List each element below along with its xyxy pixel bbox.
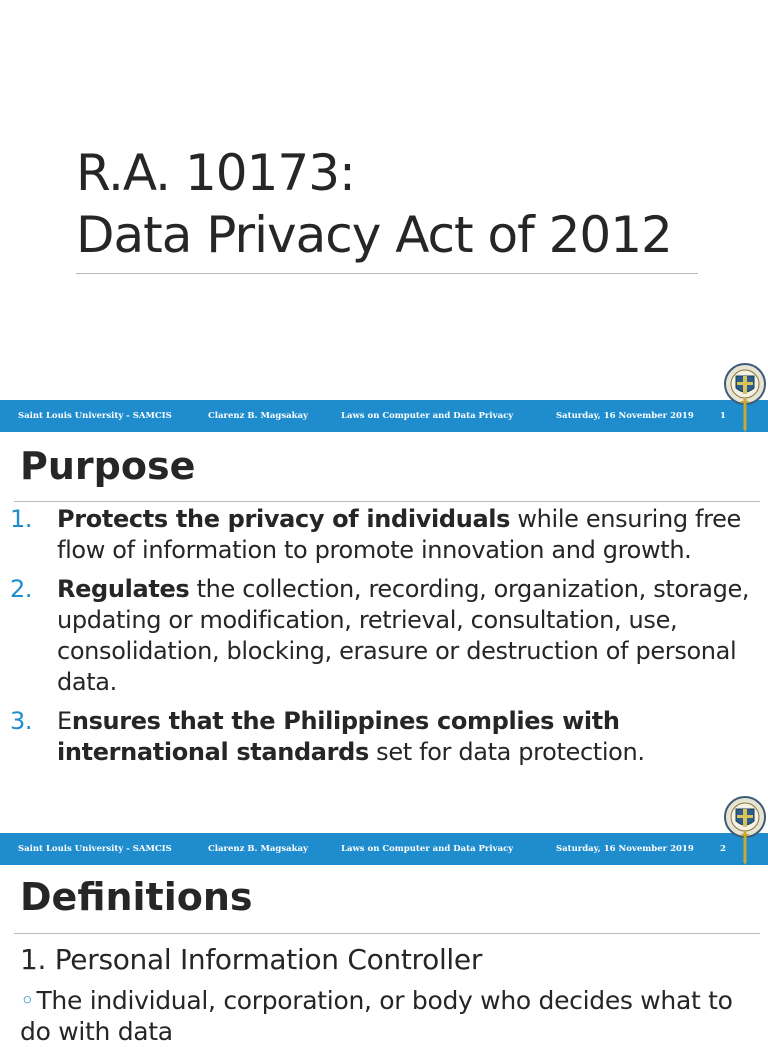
- slide-footer-1: [0, 400, 768, 432]
- list-number: 1.: [10, 505, 33, 533]
- footer-university: Saint Louis University - SAMCIS: [18, 844, 172, 854]
- university-seal-icon: [722, 362, 768, 432]
- footer-course: Laws on Computer and Data Privacy: [341, 844, 514, 854]
- university-seal-icon: [722, 795, 768, 865]
- list-item: [0, 574, 768, 698]
- item-lead-letter: E: [57, 707, 72, 735]
- footer-date: Saturday, 16 November 2019: [556, 844, 694, 854]
- list-item: [0, 706, 768, 768]
- definition-text: The individual, corporation, or body who decides what to do with data: [20, 986, 733, 1046]
- item-bold-text: Regulates: [57, 575, 190, 603]
- slide-heading: Definitions: [20, 875, 253, 919]
- title-line-2: Data Privacy Act of 2012: [76, 206, 672, 264]
- footer-author: Clarenz B. Magsakay: [208, 844, 308, 854]
- definition-term: 1. Personal Information Controller: [20, 943, 483, 976]
- slide-title: [76, 142, 716, 266]
- item-text: the collection, recording, organization, storage, updating or modification, retrieval, consultation, use, consolidation, blocking, erasure or destruction of personal data.: [57, 575, 750, 696]
- list-number: 2.: [10, 575, 33, 603]
- item-bold-text: Protects the privacy of individuals: [57, 505, 511, 533]
- definitions-slide: [0, 865, 768, 1046]
- footer-university: Saint Louis University - SAMCIS: [18, 411, 172, 421]
- slide-footer-2: [0, 833, 768, 865]
- item-text: set for data protection.: [368, 738, 645, 766]
- footer-date: Saturday, 16 November 2019: [556, 411, 694, 421]
- list-item: [0, 504, 768, 566]
- bullet-icon: ◦: [20, 986, 35, 1015]
- list-number: 3.: [10, 707, 33, 735]
- title-divider: [76, 273, 698, 274]
- purpose-slide: [0, 432, 768, 832]
- item-bold-text: nsures that the Philippines complies with international standards: [57, 707, 620, 766]
- footer-page-number: 2: [720, 844, 726, 854]
- purpose-list: [0, 504, 768, 776]
- slide-heading: Purpose: [20, 444, 196, 488]
- heading-divider: [14, 933, 760, 934]
- title-slide: [0, 0, 768, 400]
- footer-page-number: 1: [720, 411, 726, 421]
- footer-author: Clarenz B. Magsakay: [208, 411, 308, 421]
- item-text: while ensuring free flow of information to promote innovation and growth.: [57, 505, 741, 564]
- heading-divider: [14, 501, 760, 502]
- title-line-1: R.A. 10173:: [76, 144, 355, 202]
- footer-course: Laws on Computer and Data Privacy: [341, 411, 514, 421]
- definition-description: [20, 985, 760, 1047]
